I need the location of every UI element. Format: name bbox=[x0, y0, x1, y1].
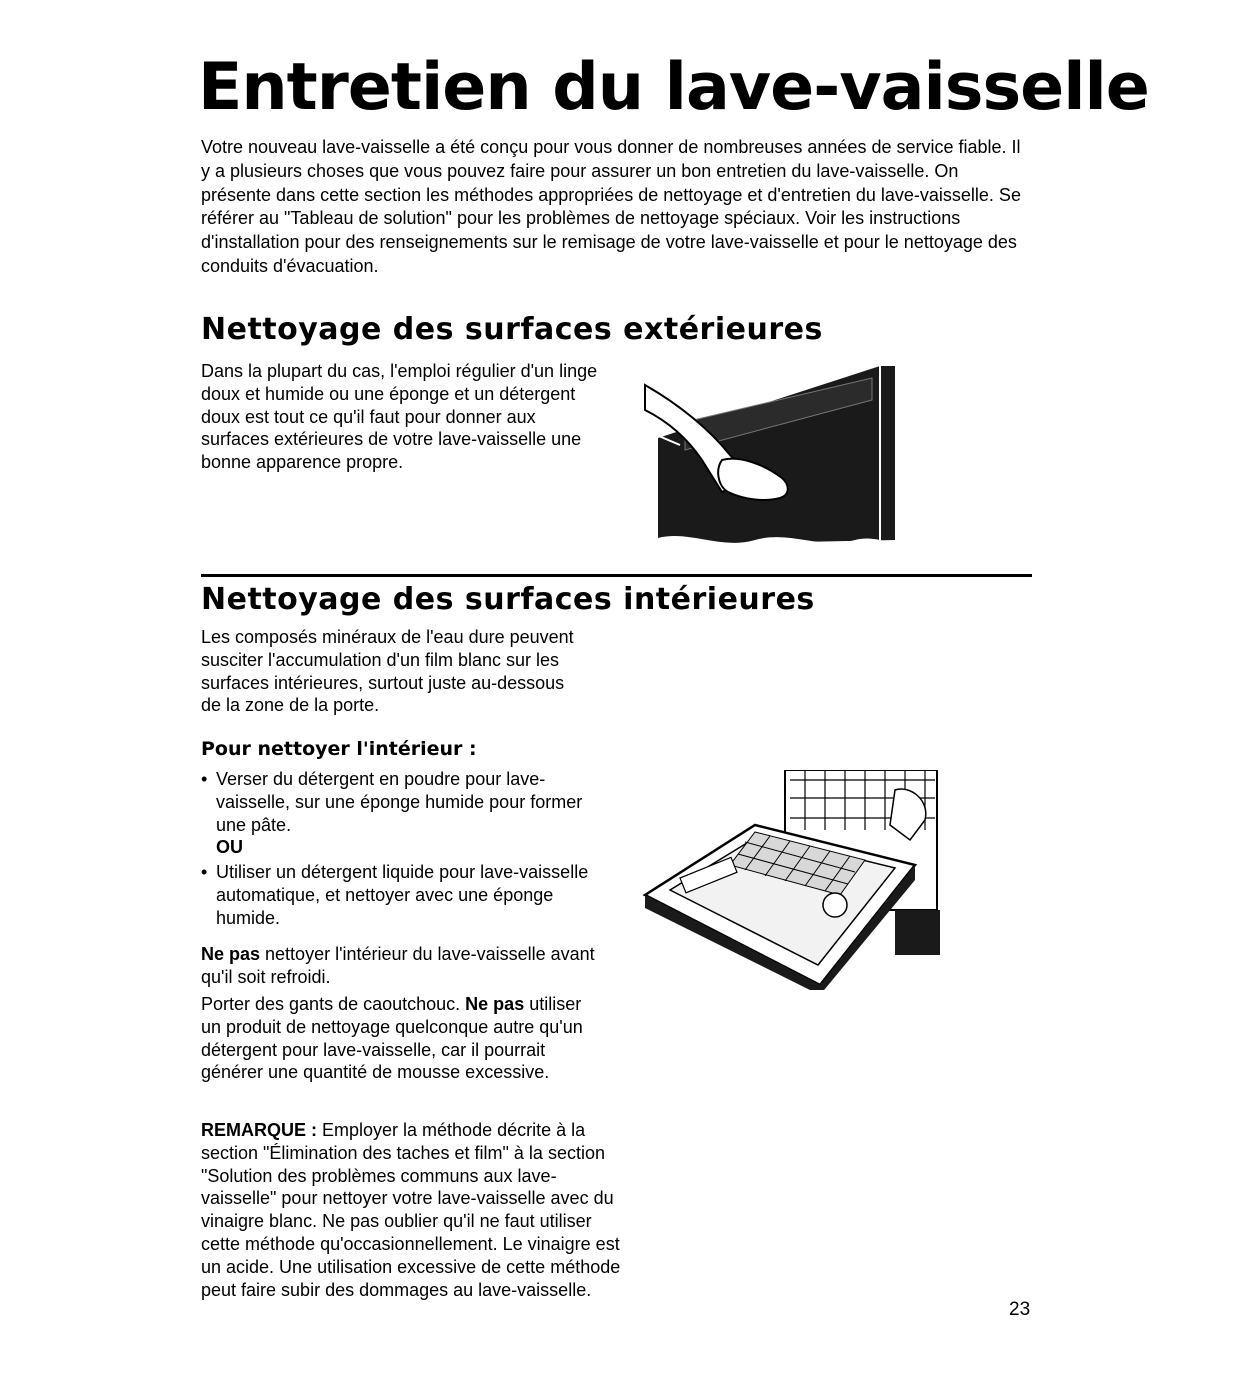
page-title: Entretien du lave-vaisselle bbox=[198, 50, 1149, 125]
or-label: OU bbox=[216, 837, 243, 858]
note-paragraph bbox=[201, 1119, 631, 1301]
side-wall bbox=[895, 910, 940, 955]
page-number: 23 bbox=[1009, 1299, 1031, 1320]
exterior-heading: Nettoyage des surfaces extérieures bbox=[201, 312, 823, 347]
warning-cool bbox=[201, 943, 596, 989]
warning-gloves-text: utiliser un produit de nettoyage quelconque autre qu'un détergent pour lave-vaisselle, car il pourrait générer une quantité de mousse excessive. bbox=[201, 994, 583, 1083]
warning-gloves-start: Porter des gants de caoutchouc. bbox=[201, 994, 466, 1014]
note-label: REMARQUE : bbox=[201, 1120, 317, 1140]
bullet-liquid: • Utiliser un détergent liquide pour lave-vaisselle automatique, et nettoyer avec une éponge humide. bbox=[201, 861, 591, 929]
warning-gloves bbox=[201, 993, 596, 1084]
dispenser-cup bbox=[823, 893, 847, 917]
interior-text: Les composés minéraux de l'eau dure peuvent susciter l'accumulation d'un film blanc sur les surfaces intérieures, surtout juste au-dessous de la zone de la porte. bbox=[201, 627, 574, 716]
exterior-cleaning-illustration bbox=[640, 360, 905, 555]
interior-heading: Nettoyage des surfaces intérieures bbox=[201, 582, 815, 617]
interior-subheading: Pour nettoyer l'intérieur : bbox=[201, 738, 477, 760]
intro-paragraph: Votre nouveau lave-vaisselle a été conçu pour vous donner de nombreuses années de service fiable. Il y a plusieurs choses que vous pouvez faire pour assurer un bon entretien du lave-vaisselle. On présente dans cette section les méthodes appropriées de nettoyage et d'entretien du lave-vaisselle. Se référer au "Tableau de solution" pour les problèmes de nettoyage spéciaux. Voir les instructions d'installation pour des renseignements sur le remisage de votre lave-vaisselle et pour le nettoyage des conduits d'évacuation. bbox=[201, 137, 1021, 276]
section-divider bbox=[201, 574, 1032, 577]
warning-cool-text: nettoyer l'intérieur du lave-vaisselle avant qu'il soit refroidi. bbox=[201, 944, 595, 987]
note-text: Employer la méthode décrite à la section "Élimination des taches et film" à la section "Solution des problèmes communs aux lave-vaisselle" pour nettoyer votre lave-vaisselle avec du vinaigre blanc. Ne pas oublier qu'il ne faut utiliser cette méthode qu'occasionnellement. Le vinaigre est un acide. Une utilisation excessive de cette méthode peut faire subir des dommages au lave-vaisselle. bbox=[201, 1120, 621, 1300]
warning-gloves-bold: Ne pas bbox=[465, 994, 525, 1014]
exterior-text: Dans la plupart du cas, l'emploi régulier d'un linge doux et humide ou une éponge et un détergent doux est tout ce qu'il faut pour donner aux surfaces extérieures de votre lave-vaisselle une bonne apparence propre. bbox=[201, 361, 598, 473]
bullet-powder: • Verser du détergent en poudre pour lave-vaisselle, sur une éponge humide pour former une pâte. bbox=[201, 768, 591, 836]
interior-cleaning-illustration bbox=[640, 770, 940, 990]
warning-cool-bold: Ne pas bbox=[201, 944, 261, 964]
